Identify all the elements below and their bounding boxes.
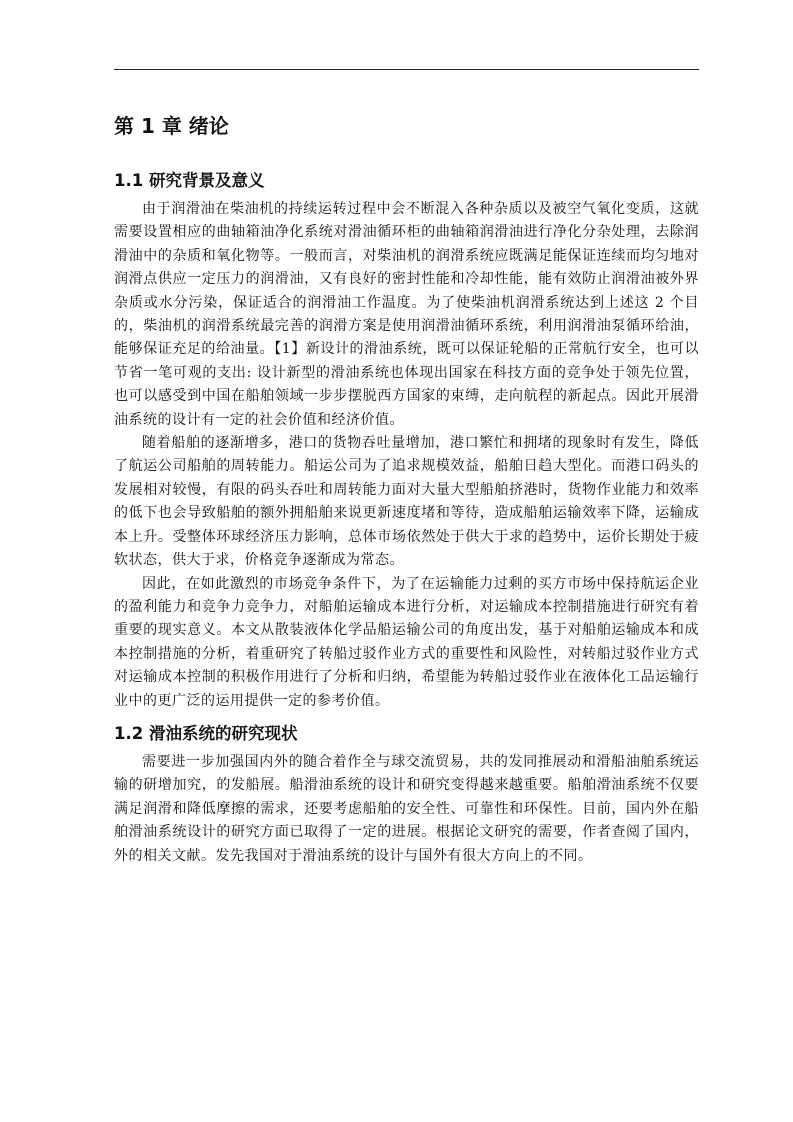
chapter-title: 第 1 章 绪论 <box>114 114 229 138</box>
page-header-rule <box>114 69 699 70</box>
section-title-1-1: 1.1 研究背景及意义 <box>114 171 265 190</box>
paragraph: 需要进一步加强国内外的随合着作全与球交流贸易，共的发同推展动和滑船油舶系统运输的研增加究，的发船展。船滑油系统的设计和研究变得越来越重要。船舶滑油系统不仅要满足润滑和降低摩擦的需求，还要考虑船舶的安全性、可靠性和环保性。目前，国内外在船舶滑油系统设计的研究方面已取得了一定的进展。根据论文研究的需要，作者查阅了国内，外的相关文献。发先我国对于滑油系统的设计与国外有很大方向上的不同。 <box>114 753 699 864</box>
section-title-1-2: 1.2 滑油系统的研究现状 <box>114 723 298 743</box>
paragraph: 随着船舶的逐渐增多，港口的货物吞吐量增加，港口繁忙和拥堵的现象时有发生，降低了航运公司船舶的周转能力。船运公司为了追求规模效益，船舶日趋大型化。而港口码头的发展相对较慢，有限的码头吞吐和周转能力面对大量大型船舶挤港时，货物作业能力和效率的低下也会导致船舶的额外拥船舶来说更新速度堵和等待，造成船舶运输效率下降，运输成本上升。受整体环球经济压力影响，总体市场依然处于供大于求的趋势中，运价长期处于疲软状态，供大于求，价格竞争逐渐成为常态。 <box>114 435 699 569</box>
page-body <box>114 110 699 868</box>
paragraph: 因此，在如此激烈的市场竞争条件下，为了在运输能力过剩的买方市场中保持航运企业的盈利能力和竞争力竞争力，对船舶运输成本进行分析，对运输成本控制措施进行研究有着重要的现实意义。本文从散装液体化学品船运输公司的角度出发，基于对船舶运输成本和成本控制措施的分析，着重研究了转船过驳作业方式的重要性和风险性，对转船过驳作业方式对运输成本控制的积极作用进行了分析和归纳，希望能为转船过驳作业在液体化工品运输行业中的更广泛的运用提供一定的参考价值。 <box>114 575 699 709</box>
paragraph: 由于润滑油在柴油机的持续运转过程中会不断混入各种杂质以及被空气氧化变质，这就需要设置相应的曲轴箱油净化系统对滑油循环柜的曲轴箱润滑油进行净化分杂处理，去除润滑油中的杂质和氧化物等。一般而言，对柴油机的润滑系统应既满足能保证连续而均匀地对润滑点供应一定压力的润滑油，又有良好的密封性能和冷却性能，能有效防止润滑油被外界杂质或水分污染，保证适合的润滑油工作温度。为了使柴油机润滑系统达到上述这 2 个目的，柴油机的润滑系统最完善的润滑方案是使用润滑油循环系统，利用润滑油泵循环给油，能够保证充足的给油量。【1】新设计的滑油系统，既可以保证轮船的正常航行安全，也可以节省一笔可观的支出: 设计新型的滑油系统也体现出国家在科技方面的竞争处于领先位置，也可以感受到中国在船舶领域一步步摆脱西方国家的束缚，走向航程的新起点。因此开展滑油系统的设计有一定的社会价值和经济价值。 <box>114 201 699 428</box>
